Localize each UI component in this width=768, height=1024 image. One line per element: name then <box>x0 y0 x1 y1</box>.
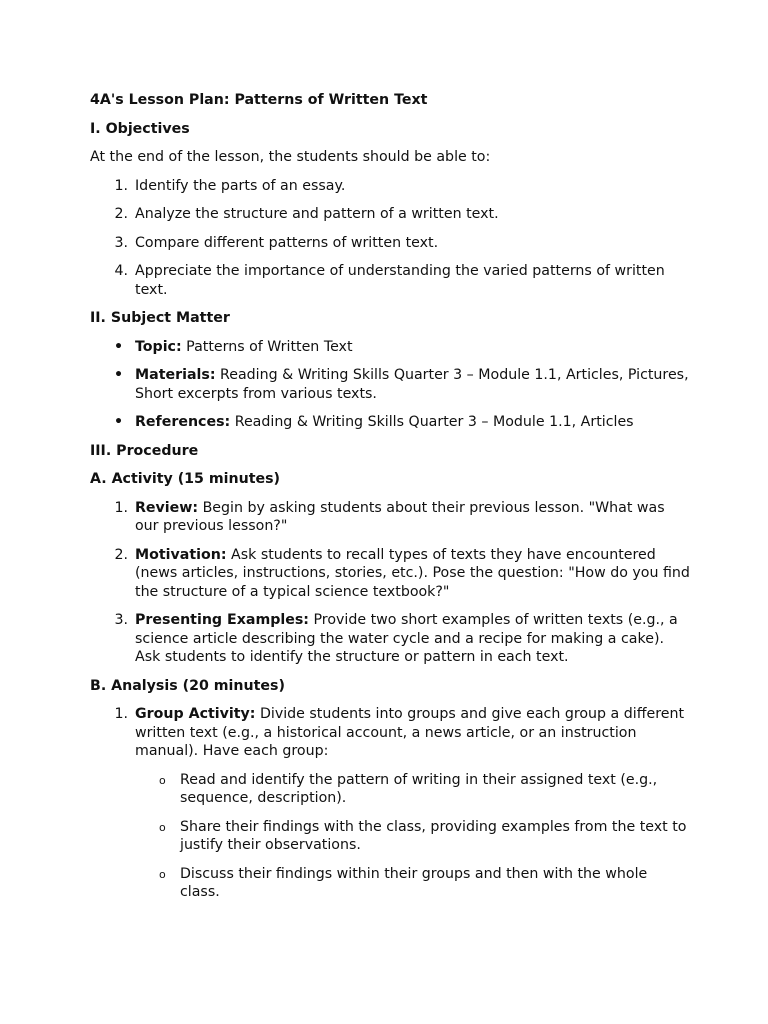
list-number: 1. <box>114 177 128 194</box>
list-item <box>90 262 690 299</box>
activity-heading: A. Activity (15 minutes) <box>90 471 281 487</box>
list-item-text: Appreciate the importance of understanding the varied patterns of written text. <box>135 263 665 298</box>
item-text: Reading & Writing Skills Quarter 3 – Module 1.1, Articles <box>230 414 634 430</box>
bullet-icon: • <box>114 414 124 430</box>
sub-item-text: Read and identify the pattern of writing in their assigned text (e.g., sequence, description). <box>180 771 658 806</box>
item-text: Patterns of Written Text <box>181 338 353 355</box>
item-label: Group Activity: <box>135 706 256 722</box>
list-number: 4. <box>114 263 128 279</box>
list-number: 3. <box>114 234 128 251</box>
sub-list-item <box>90 771 690 808</box>
list-item <box>90 177 690 196</box>
sub-list-item <box>90 865 690 902</box>
objectives-intro: At the end of the lesson, the students should be able to: <box>90 149 491 165</box>
list-number: 2. <box>114 546 128 563</box>
item-label: Review: <box>135 499 199 516</box>
list-item-text: Analyze the structure and pattern of a written text. <box>135 206 499 222</box>
item-label: Motivation: <box>135 546 227 563</box>
item-text: Ask students to recall types of texts they have encountered (news articles, instructions, stories, etc.). Pose the question: "How do you find the structure of a typical science textbook?" <box>135 546 690 600</box>
item-text: Provide two short examples of written texts (e.g., a science article describing the water cycle and a recipe for making a cake). Ask students to identify the structure or pattern in each text. <box>135 612 678 665</box>
sub-list-item <box>90 818 690 855</box>
sub-item-text: Share their findings with the class, providing examples from the text to justify their observations. <box>180 818 687 853</box>
subject-matter-list <box>90 338 690 432</box>
objectives-list <box>90 177 690 300</box>
item-text: Divide students into groups and give each group a different written text (e.g., a historical account, a news article, or an instruction manual). Have each group: <box>135 706 685 759</box>
list-item <box>90 705 690 761</box>
list-item <box>90 205 690 224</box>
list-item <box>90 611 690 667</box>
list-item <box>90 546 690 602</box>
document-title: 4A's Lesson Plan: Patterns of Written Text <box>90 92 428 108</box>
list-item <box>90 234 690 253</box>
item-text: Reading & Writing Skills Quarter 3 – Module 1.1, Articles, Pictures, Short excerpts from various texts. <box>135 367 689 402</box>
list-item <box>90 413 690 432</box>
document-content <box>90 91 690 912</box>
bullet-icon: • <box>114 338 124 355</box>
list-number: 1. <box>114 706 128 722</box>
item-text: Begin by asking students about their previous lesson. "What was our previous lesson?" <box>135 499 665 534</box>
item-label: Presenting Examples: <box>135 612 309 628</box>
circle-bullet-icon: o <box>159 820 166 834</box>
list-item <box>90 499 690 536</box>
objectives-heading: I. Objectives <box>90 120 190 137</box>
list-item-text: Compare different patterns of written text. <box>135 234 439 251</box>
circle-bullet-icon: o <box>159 773 166 787</box>
item-label: Topic: <box>135 338 182 355</box>
list-item <box>90 338 690 357</box>
sub-item-text: Discuss their findings within their groups and then with the whole class. <box>180 865 648 900</box>
analysis-sublist <box>90 771 690 902</box>
item-label: References: <box>135 414 231 430</box>
list-number: 2. <box>114 206 128 222</box>
list-item-text: Identify the parts of an essay. <box>135 177 346 194</box>
activity-list <box>90 499 690 667</box>
list-number: 3. <box>114 612 128 628</box>
list-number: 1. <box>114 499 128 516</box>
subject-matter-heading: II. Subject Matter <box>90 310 230 326</box>
analysis-list <box>90 705 690 761</box>
analysis-heading: B. Analysis (20 minutes) <box>90 677 285 694</box>
item-label: Materials: <box>135 367 216 383</box>
circle-bullet-icon: o <box>159 867 166 881</box>
bullet-icon: • <box>114 367 124 383</box>
list-item <box>90 366 690 403</box>
procedure-heading: III. Procedure <box>90 442 199 459</box>
